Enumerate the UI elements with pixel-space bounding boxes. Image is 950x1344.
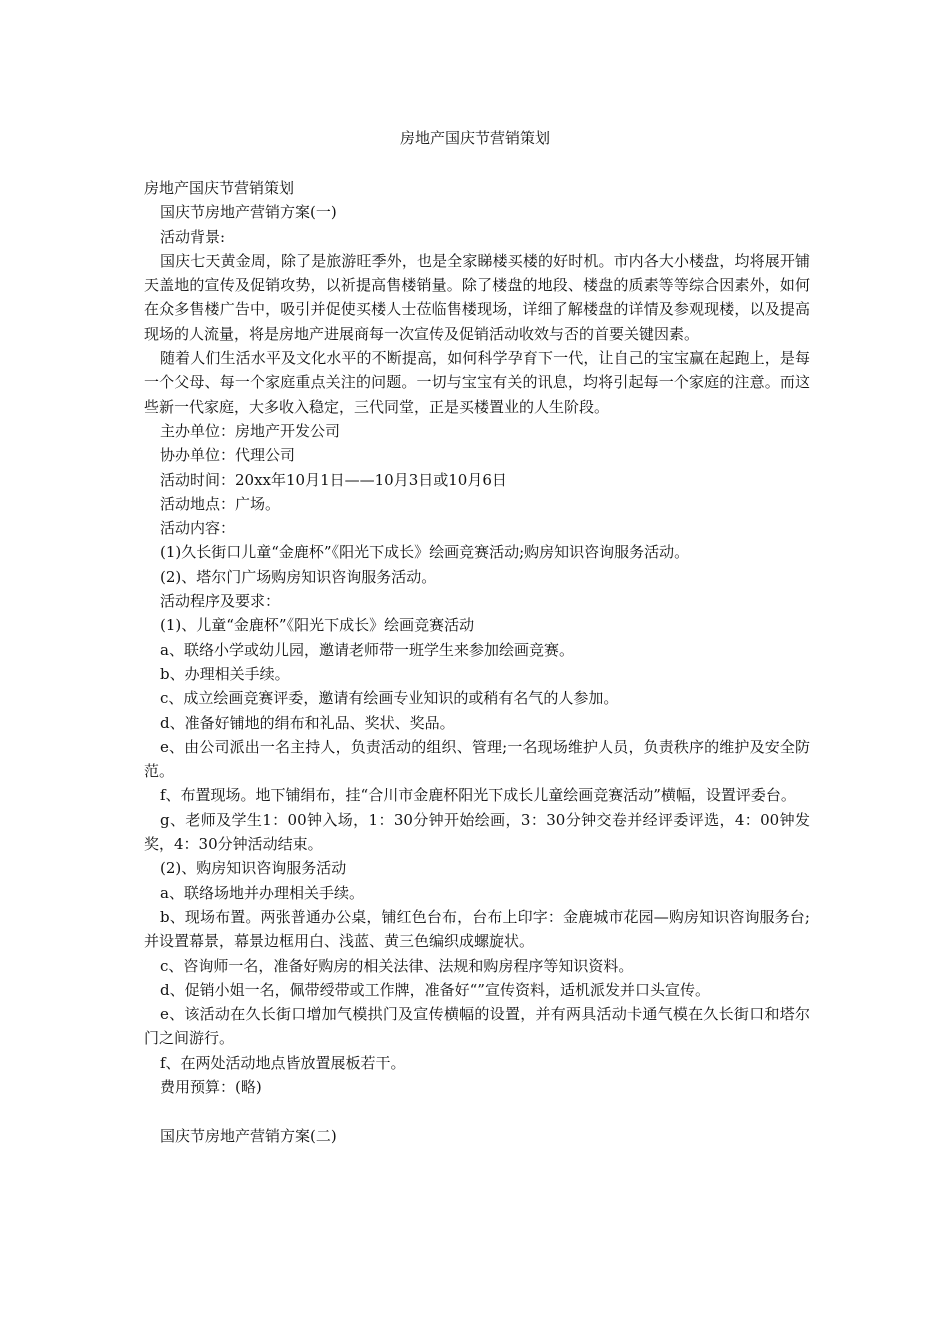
background-paragraph-1: 国庆七天黄金周，除了是旅游旺季外，也是全家睇楼买楼的好时机。市内各大小楼盘，均将展开铺天盖地的宣传及促销攻势，以祈提高售楼销量。除了楼盘的地段、楼盘的质素等等综合因素外，如何在众多售楼广告中，吸引并促使买楼人士莅临售楼现场，详细了解楼盘的详情及参观现楼，以及提高现场的人流量，将是房地产进展商每一次宣传及促销活动收效与否的首要关键因素。	[144, 251, 810, 343]
plan-two-title: 国庆节房地产营销方案(二)	[160, 1126, 337, 1145]
activity-place: 活动地点：广场。	[160, 494, 281, 513]
section-1-item-d: d、准备好铺地的绢布和礼品、奖状、奖品。	[160, 713, 455, 732]
activity-time: 活动时间：20xx年10月1日——10月3日或10月6日	[160, 470, 507, 489]
section-2-item-c: c、咨询师一名，准备好购房的相关法律、法规和购房程序等知识资料。	[160, 956, 634, 975]
section-1-item-f: f、布置现场。地下铺绢布，挂“合川市金鹿杯阳光下成长儿童绘画竞赛活动”横幅，设置评委台。	[160, 786, 796, 805]
plan-one-title: 国庆节房地产营销方案(一)	[160, 203, 337, 222]
section-1-item-g: g、老师及学生1：00钟入场，1：30分钟开始绘画，3：30分钟交卷并经评委评选，4：00钟发奖，4：30分钟活动结束。	[144, 810, 810, 854]
budget: 费用预算：(略)	[160, 1077, 262, 1096]
section-2-item-e: e、该活动在久长街口增加气模拱门及宣传横幅的设置，并有两具活动卡通气模在久长街口和塔尔门之间游行。	[144, 1005, 810, 1048]
section-2-title: (2)、购房知识咨询服务活动	[160, 859, 347, 878]
section-2-item-a: a、联络场地并办理相关手续。	[160, 883, 364, 902]
content-item-2: (2)、塔尔门广场购房知识咨询服务活动。	[160, 567, 437, 586]
content-label: 活动内容：	[160, 519, 236, 538]
section-1-item-e: e、由公司派出一名主持人，负责活动的组织、管理;一名现场维护人员，负责秩序的维护及安全防范。	[144, 737, 810, 781]
organizer: 主办单位：房地产开发公司	[160, 421, 341, 440]
section-1-item-b: b、办理相关手续。	[160, 664, 290, 683]
heading: 房地产国庆节营销策划	[144, 179, 295, 197]
content-item-1: (1)久长街口儿童“金鹿杯”《阳光下成长》绘画竞赛活动;购房知识咨询服务活动。	[160, 543, 690, 562]
section-2-item-b: b、现场布置。两张普通办公桌，铺红色台布，台布上印字：金鹿城市花园—购房知识咨询服务台;并设置幕景，幕景边框用白、浅蓝、黄三色编织成螺旋状。	[144, 907, 810, 951]
section-1-item-c: c、成立绘画竞赛评委，邀请有绘画专业知识的或稍有名气的人参加。	[160, 689, 619, 708]
section-2-item-d: d、促销小姐一名，佩带绶带或工作牌，准备好“”宣传资料，适机派发并口头宣传。	[160, 980, 710, 999]
spacer	[144, 1099, 810, 1123]
section-1-item-a: a、联络小学或幼儿园，邀请老师带一班学生来参加绘画竞赛。	[160, 640, 574, 659]
document-body	[144, 176, 810, 1148]
section-2-item-f: f、在两处活动地点皆放置展板若干。	[160, 1053, 406, 1072]
co-organizer: 协办单位：代理公司	[160, 446, 296, 465]
document-title: 房地产国庆节营销策划	[399, 129, 550, 147]
section-1-title: (1)、儿童“金鹿杯”《阳光下成长》绘画竞赛活动	[160, 616, 475, 635]
background-label: 活动背景:	[160, 227, 226, 246]
procedure-label: 活动程序及要求：	[160, 592, 281, 611]
background-paragraph-2: 随着人们生活水平及文化水平的不断提高，如何科学孕育下一代，让自己的宝宝赢在起跑上，是每一个父母、每一个家庭重点关注的问题。一切与宝宝有关的讯息，均将引起每一个家庭的注意。而这些新一代家庭，大多收入稳定，三代同堂，正是买楼置业的人生阶段。	[144, 349, 810, 416]
